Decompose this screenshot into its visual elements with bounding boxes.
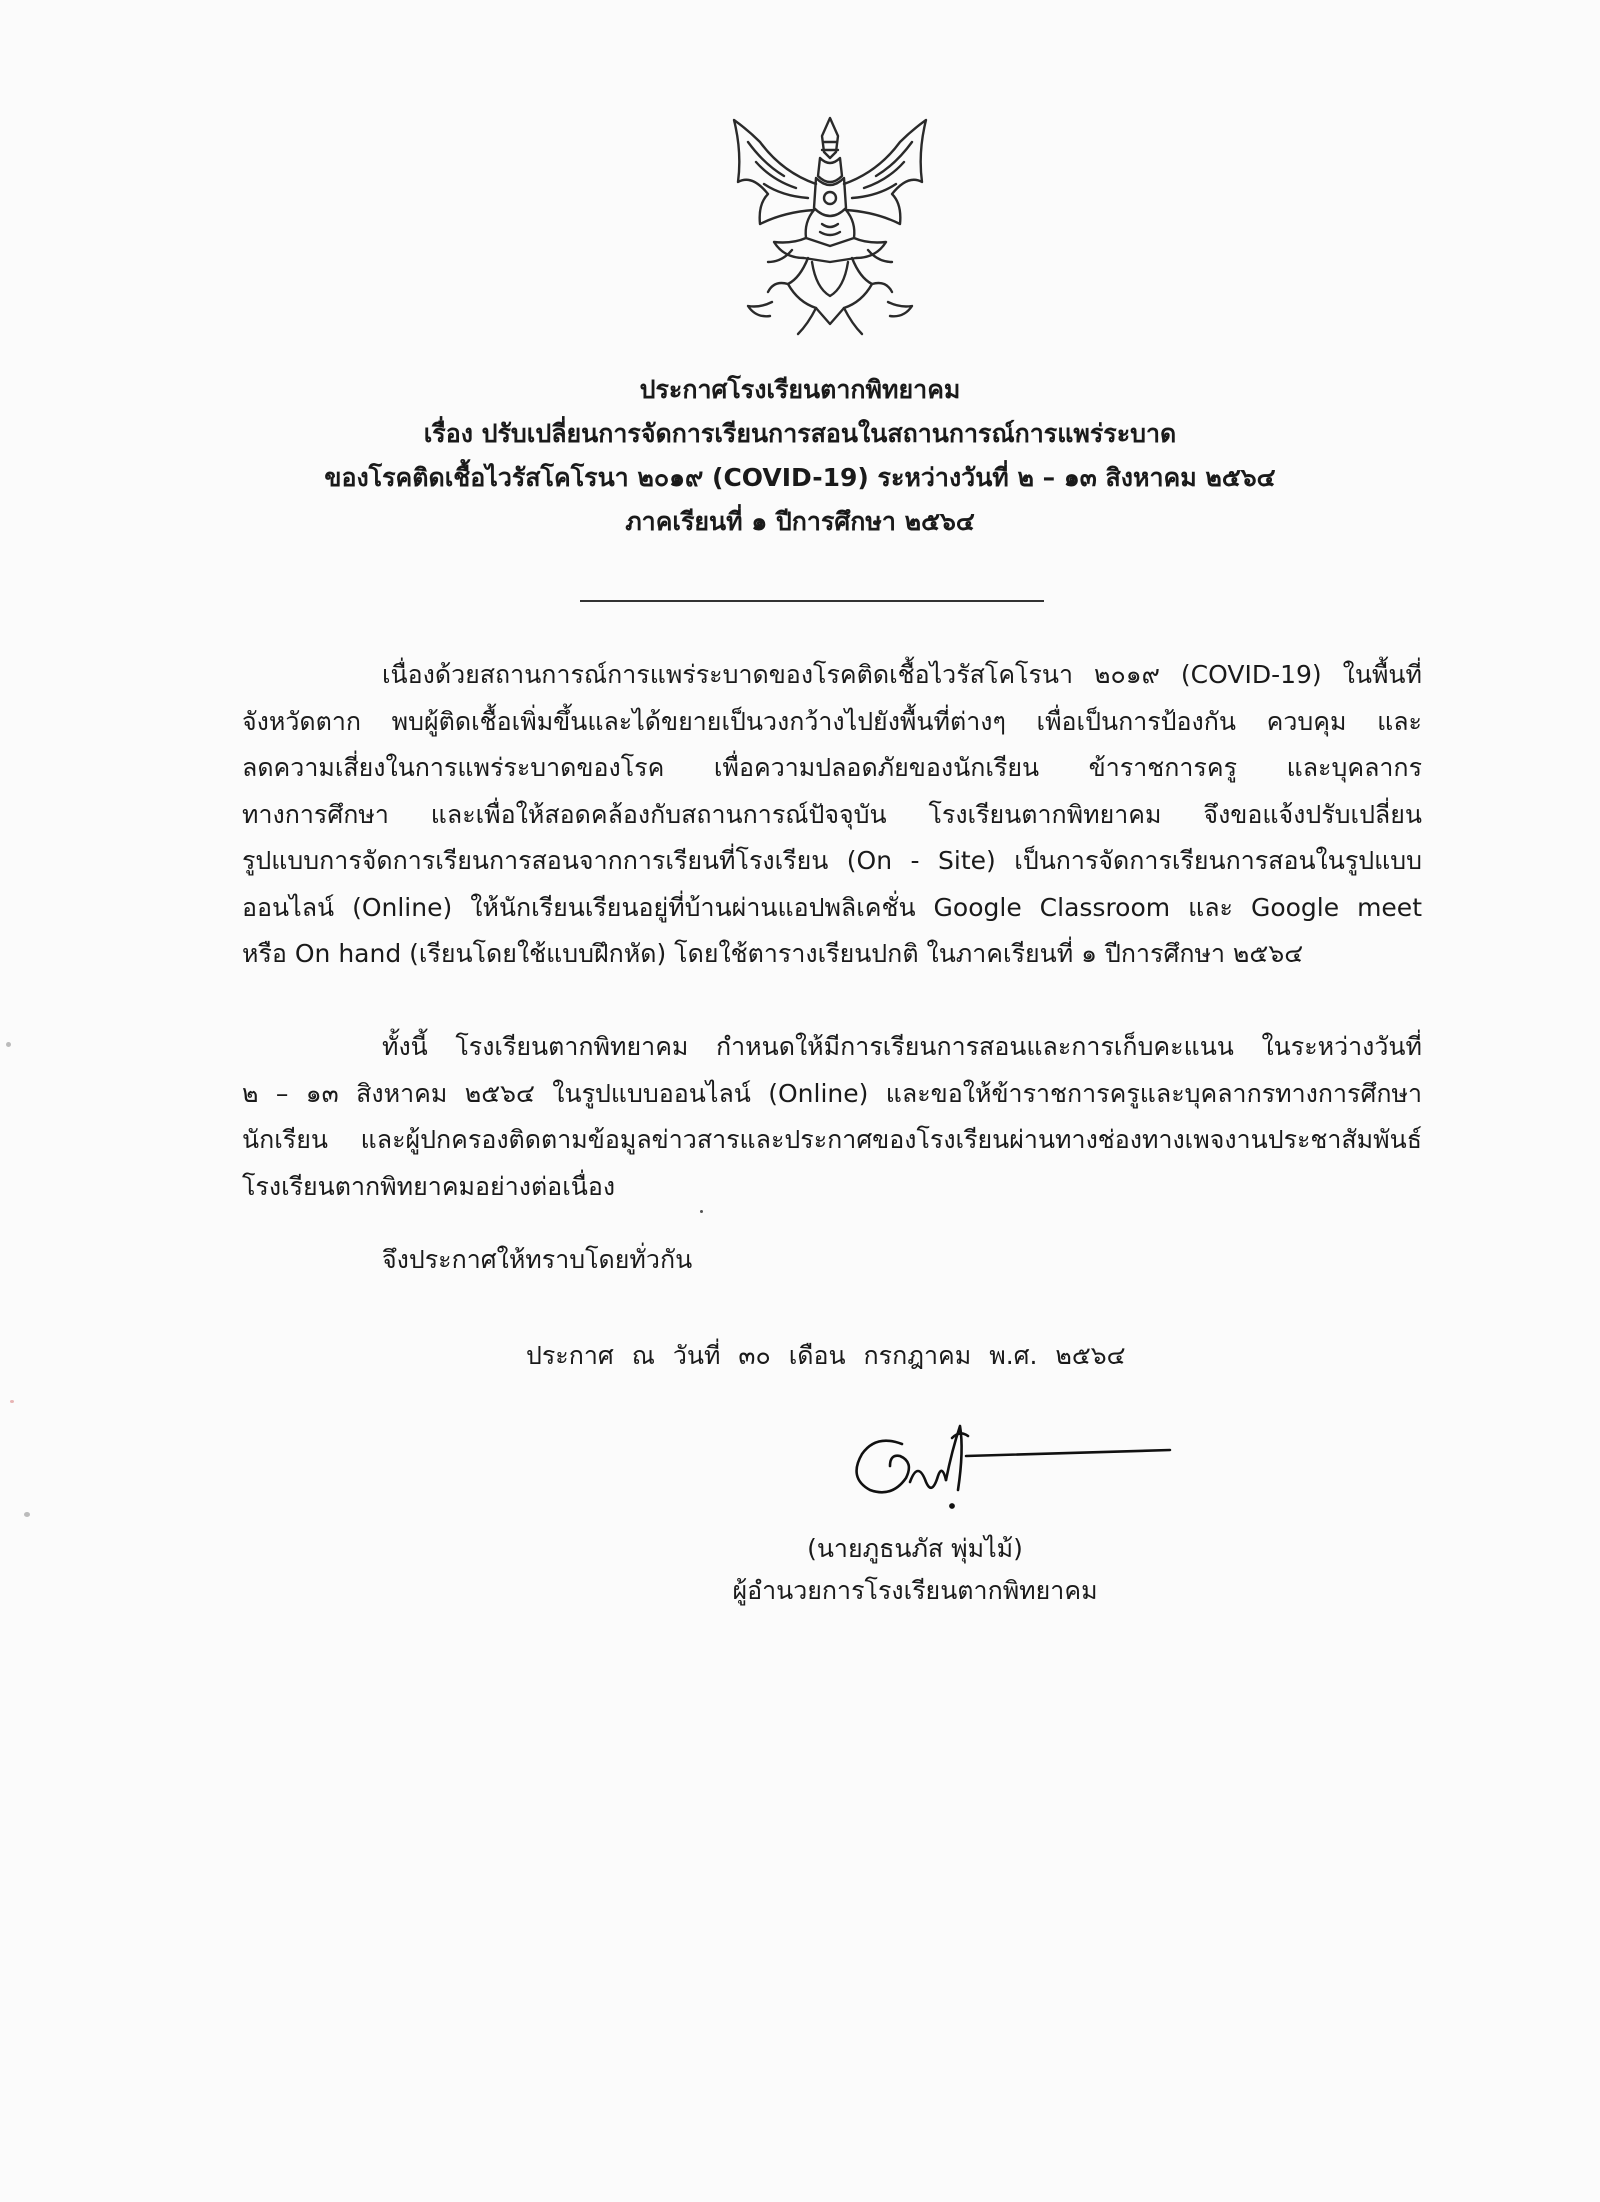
header-title: ประกาศโรงเรียนตากพิทยาคม [639,375,961,404]
paragraph-1 [242,652,1422,978]
paragraph-line: ๒ – ๑๓ สิงหาคม ๒๕๖๔ ในรูปแบบออนไลน์ (Online) และขอให้ข้าราชการครูและบุคลากรทางการศึกษา [242,1078,1422,1108]
header-subject-cont: ของโรคติดเชื้อไวรัสโคโรนา ๒๐๑๙ (COVID-19) ระหว่างวันที่ ๒ – ๑๓ สิงหาคม ๒๕๖๔ [324,463,1276,492]
paragraph-line: จังหวัดตาก พบผู้ติดเชื้อเพิ่มขึ้นและได้ขยายเป็นวงกว้างไปยังพื้นที่ต่างๆ เพื่อเป็นการป้องกัน ควบคุม และ [242,706,1422,736]
scan-speck [6,1042,11,1047]
divider-line [580,600,1044,602]
header-subject: เรื่อง ปรับเปลี่ยนการจัดการเรียนการสอนในสถานการณ์การแพร่ระบาด [423,419,1177,448]
signer-block [700,1528,1130,1612]
paragraph-line: โรงเรียนตากพิทยาคมอย่างต่อเนื่อง [242,1171,616,1201]
header-semester: ภาคเรียนที่ ๑ ปีการศึกษา ๒๕๖๔ [625,507,975,536]
signature-icon [840,1420,1180,1532]
closing-statement: จึงประกาศให้ทราบโดยทั่วกัน [382,1245,693,1274]
paragraph-line: นักเรียน และผู้ปกครองติดตามข้อมูลข่าวสารและประกาศของโรงเรียนผ่านทางช่องทางเพจงานประชาสัมพันธ์ [242,1125,1422,1154]
paragraph-line: เนื่องด้วยสถานการณ์การแพร่ระบาดของโรคติดเชื้อไวรัสโคโรนา ๒๐๑๙ (COVID-19) ในพื้นที่ [382,660,1422,689]
paragraph-line: ลดความเสี่ยงในการแพร่ระบาดของโรค เพื่อความปลอดภัยของนักเรียน ข้าราชการครู และบุคลากร [242,753,1422,782]
scan-speck [24,1512,30,1517]
paragraph-line: ทั้งนี้ โรงเรียนตากพิทยาคม กำหนดให้มีการเรียนการสอนและการเก็บคะแนน ในระหว่างวันที่ [382,1032,1422,1061]
scan-speck [10,1400,14,1403]
scan-speck [700,1210,703,1213]
paragraph-line: ทางการศึกษา และเพื่อให้สอดคล้องกับสถานการณ์ปัจจุบัน โรงเรียนตากพิทยาคม จึงขอแจ้งปรับเปลี่ยน [242,799,1422,829]
signer-name: (นายภูธนภัส พุ่มไม้) [807,1534,1023,1563]
announcement-header [140,368,1460,544]
announcement-date: ประกาศ ณ วันที่ ๓๐ เดือน กรกฎาคม พ.ศ. ๒๕๖๔ [526,1341,1126,1370]
paragraph-line: หรือ On hand (เรียนโดยใช้แบบฝึกหัด) โดยใช้ตารางเรียนปกติ ในภาคเรียนที่ ๑ ปีการศึกษา ๒๕๖๔ [242,939,1304,968]
garuda-emblem-icon [712,112,948,344]
signer-title: ผู้อำนวยการโรงเรียนตากพิทยาคม [732,1576,1098,1605]
paragraph-line: ออนไลน์ (Online) ให้นักเรียนเรียนอยู่ที่บ้านผ่านแอปพลิเคชั่น Google Classroom และ Google meet [242,892,1422,922]
paragraph-2 [242,1024,1422,1210]
paragraph-line: รูปแบบการจัดการเรียนการสอนจากการเรียนที่โรงเรียน (On - Site) เป็นการจัดการเรียนการสอนในรูปแบบ [242,846,1422,875]
